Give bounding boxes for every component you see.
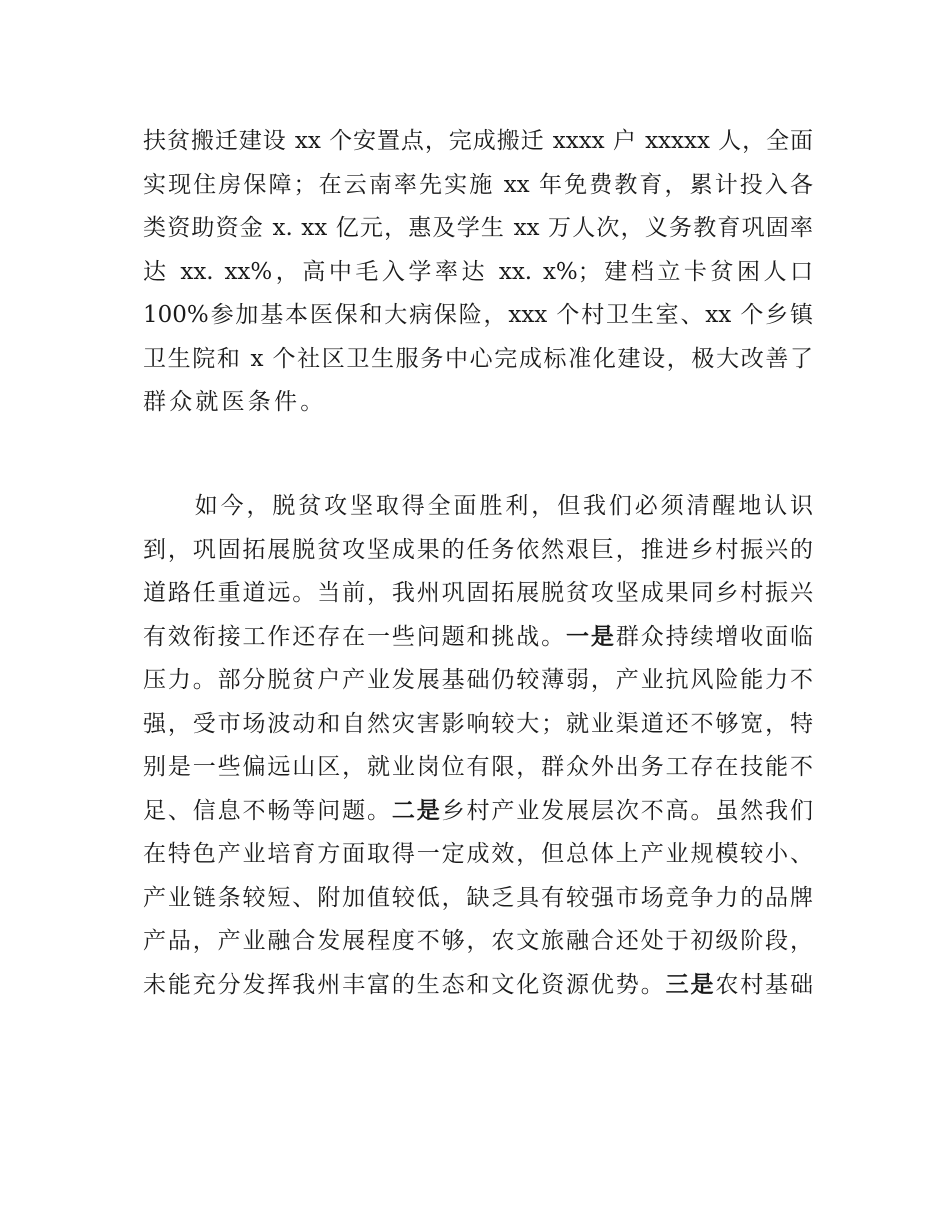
- text-line: [143, 790, 813, 834]
- text-segment: 群众持续增收面临: [615, 623, 814, 650]
- text-segment: 产品，产业融合发展程度不够，农文旅融合还处于初级阶段，: [143, 928, 813, 954]
- text-segment: 到，巩固拓展脱贫攻坚成果的任务依然艰巨，推进乡村振兴的: [143, 536, 813, 563]
- text-segment: 农村基础: [715, 971, 814, 998]
- text-segment: 群众就医条件。: [143, 389, 327, 415]
- text-segment: 压力。部分脱贫户产业发展基础仍较薄弱，产业抗风险能力不: [143, 667, 813, 693]
- text-segment: 足、信息不畅等问题。: [143, 797, 392, 824]
- text-segment: 实现住房保障；在云南率先实施 xx 年免费教育，累计投入各: [143, 171, 813, 198]
- text-line: [143, 659, 813, 703]
- bold-lead-text: 三是: [665, 971, 716, 998]
- text-line: [143, 485, 813, 529]
- text-line: [143, 746, 813, 790]
- text-line: [143, 251, 813, 295]
- text-segment: 100%参加基本医保和大病保险，xxx 个村卫生室、xx 个乡镇: [143, 302, 813, 328]
- text-line: [143, 920, 813, 964]
- text-segment: 扶贫搬迁建设 xx 个安置点，完成搬迁 xxxx 户 xxxxx 人，全面: [143, 128, 813, 154]
- text-segment: 道路任重道远。当前，我州巩固拓展脱贫攻坚成果同乡村振兴: [143, 580, 813, 606]
- text-segment: 卫生院和 x 个社区卫生服务中心完成标准化建设，极大改善了: [143, 345, 813, 372]
- text-line: [143, 572, 813, 616]
- text-line: [143, 381, 813, 425]
- text-line: [143, 877, 813, 921]
- text-segment: 达 xx. xx%，高中毛入学率达 xx. x%；建档立卡贫困人口: [143, 258, 813, 285]
- text-segment: 如今，脱贫攻坚取得全面胜利，但我们必须清醒地认识: [143, 493, 813, 519]
- text-segment: 在特色产业培育方面取得一定成效，但总体上产业规模较小、: [143, 841, 813, 867]
- text-segment: 强，受市场波动和自然灾害影响较大；就业渠道还不够宽，特: [143, 710, 813, 737]
- text-line: [143, 120, 813, 164]
- paragraph-2: [143, 485, 813, 1007]
- text-segment: 类资助资金 x. xx 亿元，惠及学生 xx 万人次，义务教育巩固率: [143, 215, 813, 241]
- text-line: [143, 616, 813, 660]
- text-line: [143, 294, 813, 338]
- text-line: [143, 164, 813, 208]
- text-segment: 乡村产业发展层次不高。虽然我们: [441, 797, 814, 824]
- bold-lead-text: 二是: [391, 797, 442, 824]
- text-line: [143, 338, 813, 382]
- text-line: [143, 207, 813, 251]
- text-segment: 别是一些偏远山区，就业岗位有限，群众外出务工存在技能不: [143, 754, 813, 780]
- text-segment: 未能充分发挥我州丰富的生态和文化资源优势。: [143, 971, 666, 998]
- text-line: [143, 529, 813, 573]
- text-line: [143, 964, 813, 1008]
- text-line: [143, 833, 813, 877]
- text-line: [143, 703, 813, 747]
- bold-lead-text: 一是: [566, 623, 616, 650]
- text-segment: 有效衔接工作还存在一些问题和挑战。: [143, 623, 567, 650]
- text-segment: 产业链条较短、附加值较低，缺乏具有较强市场竞争力的品牌: [143, 884, 813, 911]
- paragraph-1: [143, 120, 813, 425]
